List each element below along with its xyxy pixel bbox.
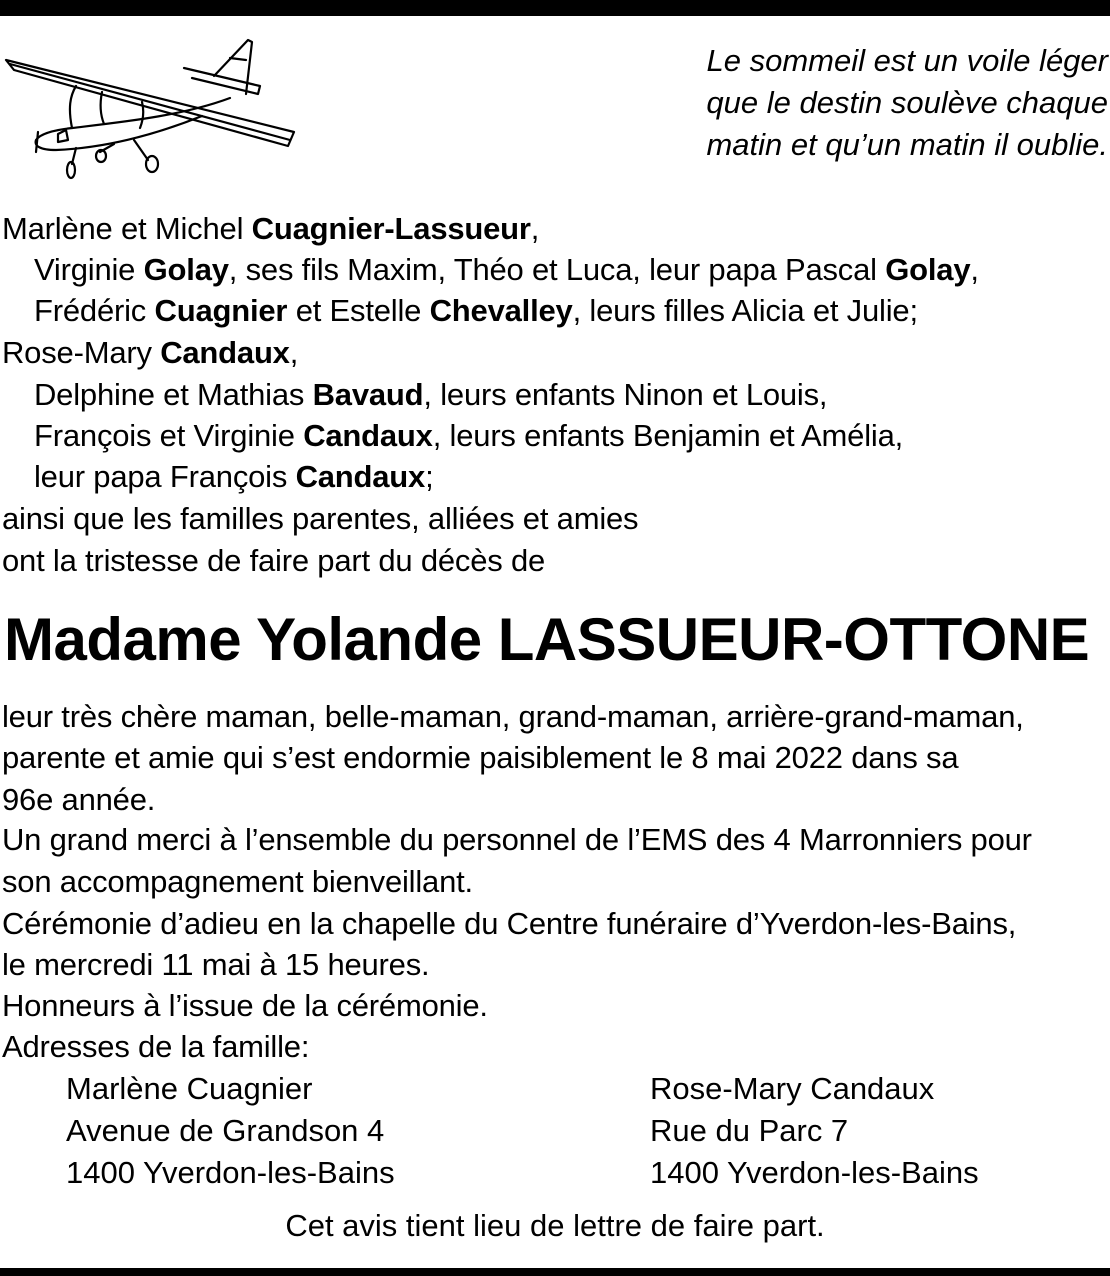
airplane-icon xyxy=(2,36,300,186)
family-line-9: ont la tristesse de faire part du décès de xyxy=(2,543,546,578)
body-line: Cérémonie d’adieu en la chapelle du Centre funéraire d’Yverdon-les-Bains, xyxy=(2,906,1017,941)
family-line-1: Marlène et Michel Cuagnier-Lassueur, xyxy=(2,211,540,246)
address-name: Rose-Mary Candaux xyxy=(650,1071,935,1106)
family-line-5: Delphine et Mathias Bavaud, leurs enfants Ninon et Louis, xyxy=(34,377,828,412)
quote-line: matin et qu’un matin il oublie. xyxy=(706,127,1108,162)
address-city: 1400 Yverdon-les-Bains xyxy=(650,1155,979,1190)
body-line: son accompagnement bienveillant. xyxy=(2,864,473,899)
body-line: 96e année. xyxy=(2,782,156,817)
deceased-name: Madame Yolande LASSUEUR-OTTONE xyxy=(4,606,1090,673)
body-line: Honneurs à l’issue de la cérémonie. xyxy=(2,988,488,1023)
body-line: parente et amie qui s’est endormie paisiblement le 8 mai 2022 dans sa xyxy=(2,740,959,775)
body-line: Adresses de la famille: xyxy=(2,1029,310,1064)
family-line-8: ainsi que les familles parentes, alliées et amies xyxy=(2,501,639,536)
bottom-rule xyxy=(0,1268,1110,1276)
family-line-2: Virginie Golay, ses fils Maxim, Théo et Luca, leur papa Pascal Golay, xyxy=(34,252,979,287)
address-street: Rue du Parc 7 xyxy=(650,1113,849,1148)
address-right xyxy=(650,1068,979,1194)
family-line-6: François et Virginie Candaux, leurs enfants Benjamin et Amélia, xyxy=(34,418,904,453)
top-rule xyxy=(0,0,1110,16)
address-name: Marlène Cuagnier xyxy=(66,1071,313,1106)
body-line: leur très chère maman, belle-maman, grand-maman, arrière-grand-maman, xyxy=(2,699,1024,734)
family-line-7: leur papa François Candaux; xyxy=(34,459,434,494)
family-line-3: Frédéric Cuagnier et Estelle Chevalley, leurs filles Alicia et Julie; xyxy=(34,293,918,328)
epigraph-quote xyxy=(628,40,1108,166)
quote-line: Le sommeil est un voile léger xyxy=(706,43,1108,78)
body-line: Un grand merci à l’ensemble du personnel de l’EMS des 4 Marronniers pour xyxy=(2,822,1032,857)
quote-line: que le destin soulève chaque xyxy=(706,85,1108,120)
address-left xyxy=(66,1068,395,1194)
address-city: 1400 Yverdon-les-Bains xyxy=(66,1155,395,1190)
address-street: Avenue de Grandson 4 xyxy=(66,1113,385,1148)
family-line-4: Rose-Mary Candaux, xyxy=(2,335,299,370)
footer-note: Cet avis tient lieu de lettre de faire part. xyxy=(285,1208,825,1243)
body-line: le mercredi 11 mai à 15 heures. xyxy=(2,947,430,982)
